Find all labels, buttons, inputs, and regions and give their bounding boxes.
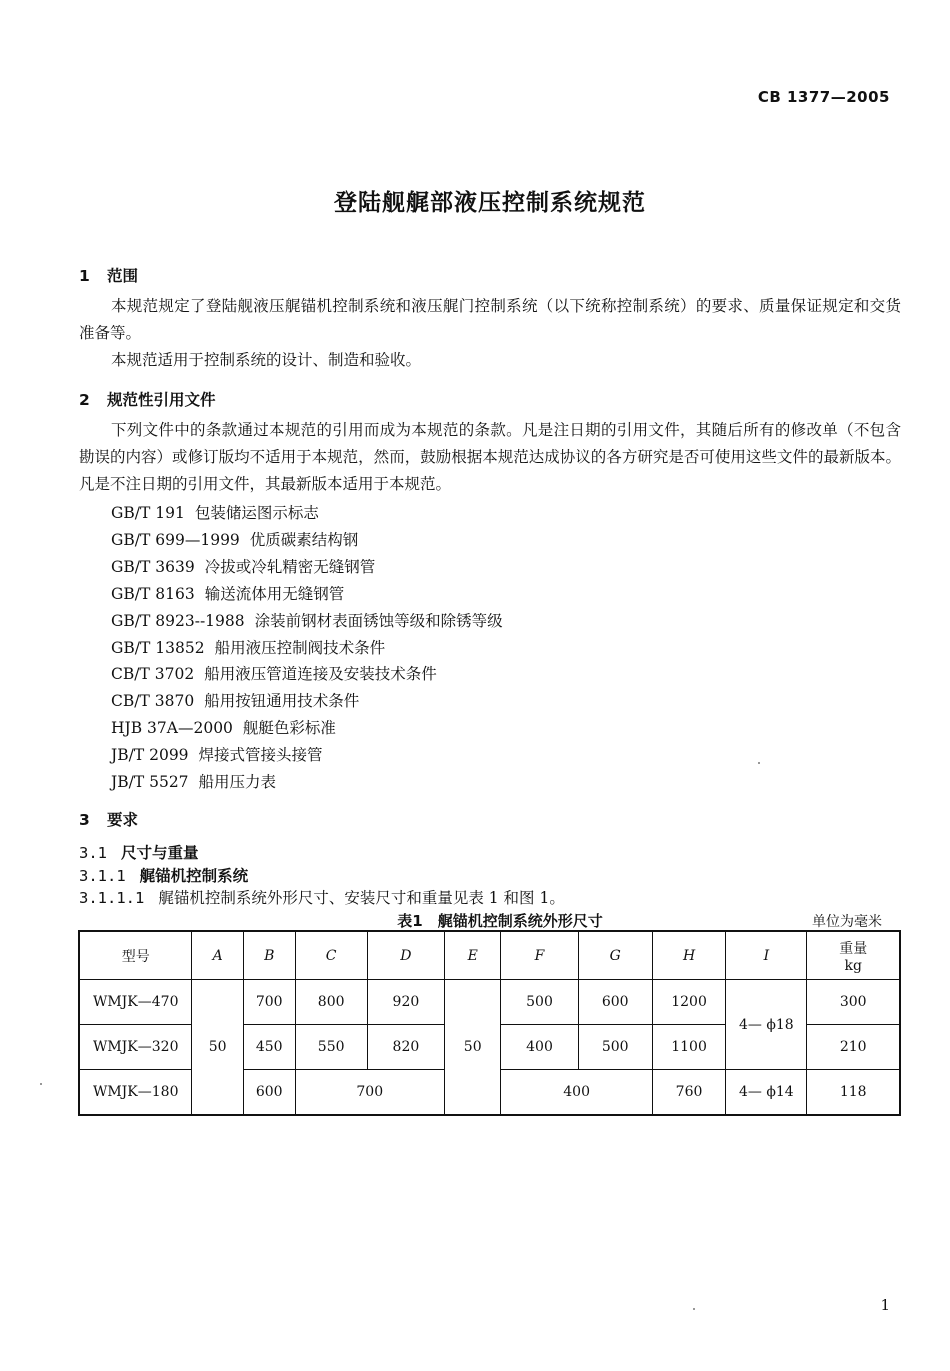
header-weight-label: 重量 bbox=[839, 940, 868, 957]
section-title: 艉锚机控制系统 bbox=[139, 867, 249, 885]
reference-item bbox=[111, 609, 503, 631]
reference-code: GB/T 8923--1988 bbox=[111, 612, 245, 630]
cell-weight: 118 bbox=[807, 1070, 900, 1116]
reference-item bbox=[111, 528, 358, 550]
table-row bbox=[79, 980, 900, 1025]
page-number: 1 bbox=[880, 1296, 890, 1314]
reference-title: 涂装前钢材表面锈蚀等级和除锈等级 bbox=[254, 612, 503, 630]
reference-code: CB/T 3702 bbox=[111, 665, 195, 683]
reference-item bbox=[111, 555, 375, 577]
cell-B: 450 bbox=[243, 1025, 295, 1070]
section-number: 3.1.1 bbox=[79, 867, 126, 885]
cell-model: WMJK—470 bbox=[79, 980, 192, 1025]
cell-FG-merged: 400 bbox=[501, 1070, 652, 1116]
header-A: A bbox=[192, 931, 243, 980]
cell-model: WMJK—180 bbox=[79, 1070, 192, 1116]
section-title: 规范性引用文件 bbox=[107, 391, 216, 409]
section-2-paragraph-1: 下列文件中的条款通过本规范的引用而成为本规范的条款。凡是注日期的引用文件，其随后所有的修改单（不包含勘误的内容）或修订版均不适用于本规范，然而，鼓励根据本规范达成协议的各方研究是否可使用这些文件的最新版本。凡是不注日期的引用文件，其最新版本适用于本规范。 bbox=[79, 421, 901, 493]
section-number: 1 bbox=[79, 267, 90, 285]
section-number: 3.1 bbox=[79, 844, 107, 862]
reference-item bbox=[111, 636, 385, 658]
reference-title: 输送流体用无缝钢管 bbox=[204, 585, 345, 603]
reference-code: CB/T 3870 bbox=[111, 692, 195, 710]
table-caption: 表1 艉锚机控制系统外形尺寸 bbox=[397, 912, 603, 930]
reference-item bbox=[111, 582, 344, 604]
cell-I-merged: 4— ϕ18 bbox=[726, 980, 807, 1070]
section-number: 3.1.1.1 bbox=[79, 889, 145, 907]
header-B: B bbox=[243, 931, 295, 980]
section-1-paragraph-1: 本规范规定了登陆舰液压艉锚机控制系统和液压艉门控制系统（以下统称控制系统）的要求、质量保证规定和交货准备等。 bbox=[79, 297, 901, 342]
scan-speck bbox=[40, 1083, 42, 1085]
reference-code: HJB 37A—2000 bbox=[111, 719, 233, 737]
reference-code: GB/T 191 bbox=[111, 504, 185, 522]
cell-F: 500 bbox=[501, 980, 578, 1025]
cell-G: 500 bbox=[578, 1025, 652, 1070]
section-3-1-heading bbox=[79, 841, 199, 863]
reference-title: 船用液压控制阀技术条件 bbox=[214, 639, 386, 657]
header-G: G bbox=[578, 931, 652, 980]
section-2-heading bbox=[79, 388, 216, 410]
reference-title: 船用液压管道连接及安装技术条件 bbox=[204, 665, 437, 683]
cell-weight: 300 bbox=[807, 980, 900, 1025]
header-I: I bbox=[726, 931, 807, 980]
section-3-1-1-1-text bbox=[79, 886, 565, 908]
reference-code: JB/T 2099 bbox=[111, 746, 189, 764]
table-unit: 单位为毫米 bbox=[812, 914, 882, 930]
header-weight bbox=[807, 931, 900, 980]
reference-item bbox=[111, 770, 276, 792]
header-C: C bbox=[295, 931, 367, 980]
cell-B: 700 bbox=[243, 980, 295, 1025]
cell-CD-merged: 700 bbox=[295, 1070, 444, 1116]
reference-item bbox=[111, 716, 336, 738]
scan-speck bbox=[693, 1308, 695, 1310]
reference-item bbox=[111, 743, 323, 765]
cell-C: 550 bbox=[295, 1025, 367, 1070]
reference-code: GB/T 13852 bbox=[111, 639, 205, 657]
reference-title: 舰艇色彩标准 bbox=[242, 719, 336, 737]
dimension-table bbox=[78, 930, 901, 1116]
section-text: 艉锚机控制系统外形尺寸、安装尺寸和重量见表 1 和图 1。 bbox=[158, 889, 565, 907]
section-title: 范围 bbox=[107, 267, 139, 285]
cell-E-merged: 50 bbox=[445, 980, 501, 1116]
reference-title: 船用压力表 bbox=[198, 773, 277, 791]
section-3-1-1-heading bbox=[79, 864, 248, 886]
standard-number: CB 1377—2005 bbox=[757, 88, 890, 106]
header-model: 型号 bbox=[79, 931, 192, 980]
reference-title: 优质碳素结构钢 bbox=[249, 531, 359, 549]
cell-B: 600 bbox=[243, 1070, 295, 1116]
scan-speck bbox=[758, 762, 760, 764]
reference-title: 焊接式管接头接管 bbox=[198, 746, 323, 764]
section-number: 2 bbox=[79, 391, 90, 409]
reference-code: GB/T 8163 bbox=[111, 585, 195, 603]
section-title: 尺寸与重量 bbox=[121, 844, 199, 862]
section-1-heading bbox=[79, 264, 138, 286]
document-title: 登陆舰艉部液压控制系统规范 bbox=[334, 190, 646, 216]
cell-H: 760 bbox=[652, 1070, 725, 1116]
header-E: E bbox=[445, 931, 501, 980]
reference-item bbox=[111, 501, 319, 523]
header-D: D bbox=[367, 931, 444, 980]
reference-title: 船用按钮通用技术条件 bbox=[204, 692, 360, 710]
section-1-paragraph-2: 本规范适用于控制系统的设计、制造和验收。 bbox=[111, 351, 422, 369]
reference-title: 冷拔或冷轧精密无缝钢管 bbox=[204, 558, 376, 576]
header-weight-unit: kg bbox=[844, 957, 862, 974]
reference-item bbox=[111, 662, 437, 684]
table-header-row bbox=[79, 931, 900, 980]
cell-D: 920 bbox=[367, 980, 444, 1025]
cell-D: 820 bbox=[367, 1025, 444, 1070]
header-F: F bbox=[501, 931, 578, 980]
section-title: 要求 bbox=[107, 811, 139, 829]
reference-code: GB/T 699—1999 bbox=[111, 531, 240, 549]
reference-item bbox=[111, 689, 359, 711]
cell-model: WMJK—320 bbox=[79, 1025, 192, 1070]
section-number: 3 bbox=[79, 811, 90, 829]
cell-weight: 210 bbox=[807, 1025, 900, 1070]
section-3-heading bbox=[79, 808, 138, 830]
cell-C: 800 bbox=[295, 980, 367, 1025]
reference-title: 包装储运图示标志 bbox=[194, 504, 319, 522]
cell-H: 1100 bbox=[652, 1025, 725, 1070]
reference-code: JB/T 5527 bbox=[111, 773, 189, 791]
reference-code: GB/T 3639 bbox=[111, 558, 195, 576]
cell-A-merged: 50 bbox=[192, 980, 243, 1116]
cell-I: 4— ϕ14 bbox=[726, 1070, 807, 1116]
cell-F: 400 bbox=[501, 1025, 578, 1070]
header-H: H bbox=[652, 931, 725, 980]
cell-G: 600 bbox=[578, 980, 652, 1025]
cell-H: 1200 bbox=[652, 980, 725, 1025]
